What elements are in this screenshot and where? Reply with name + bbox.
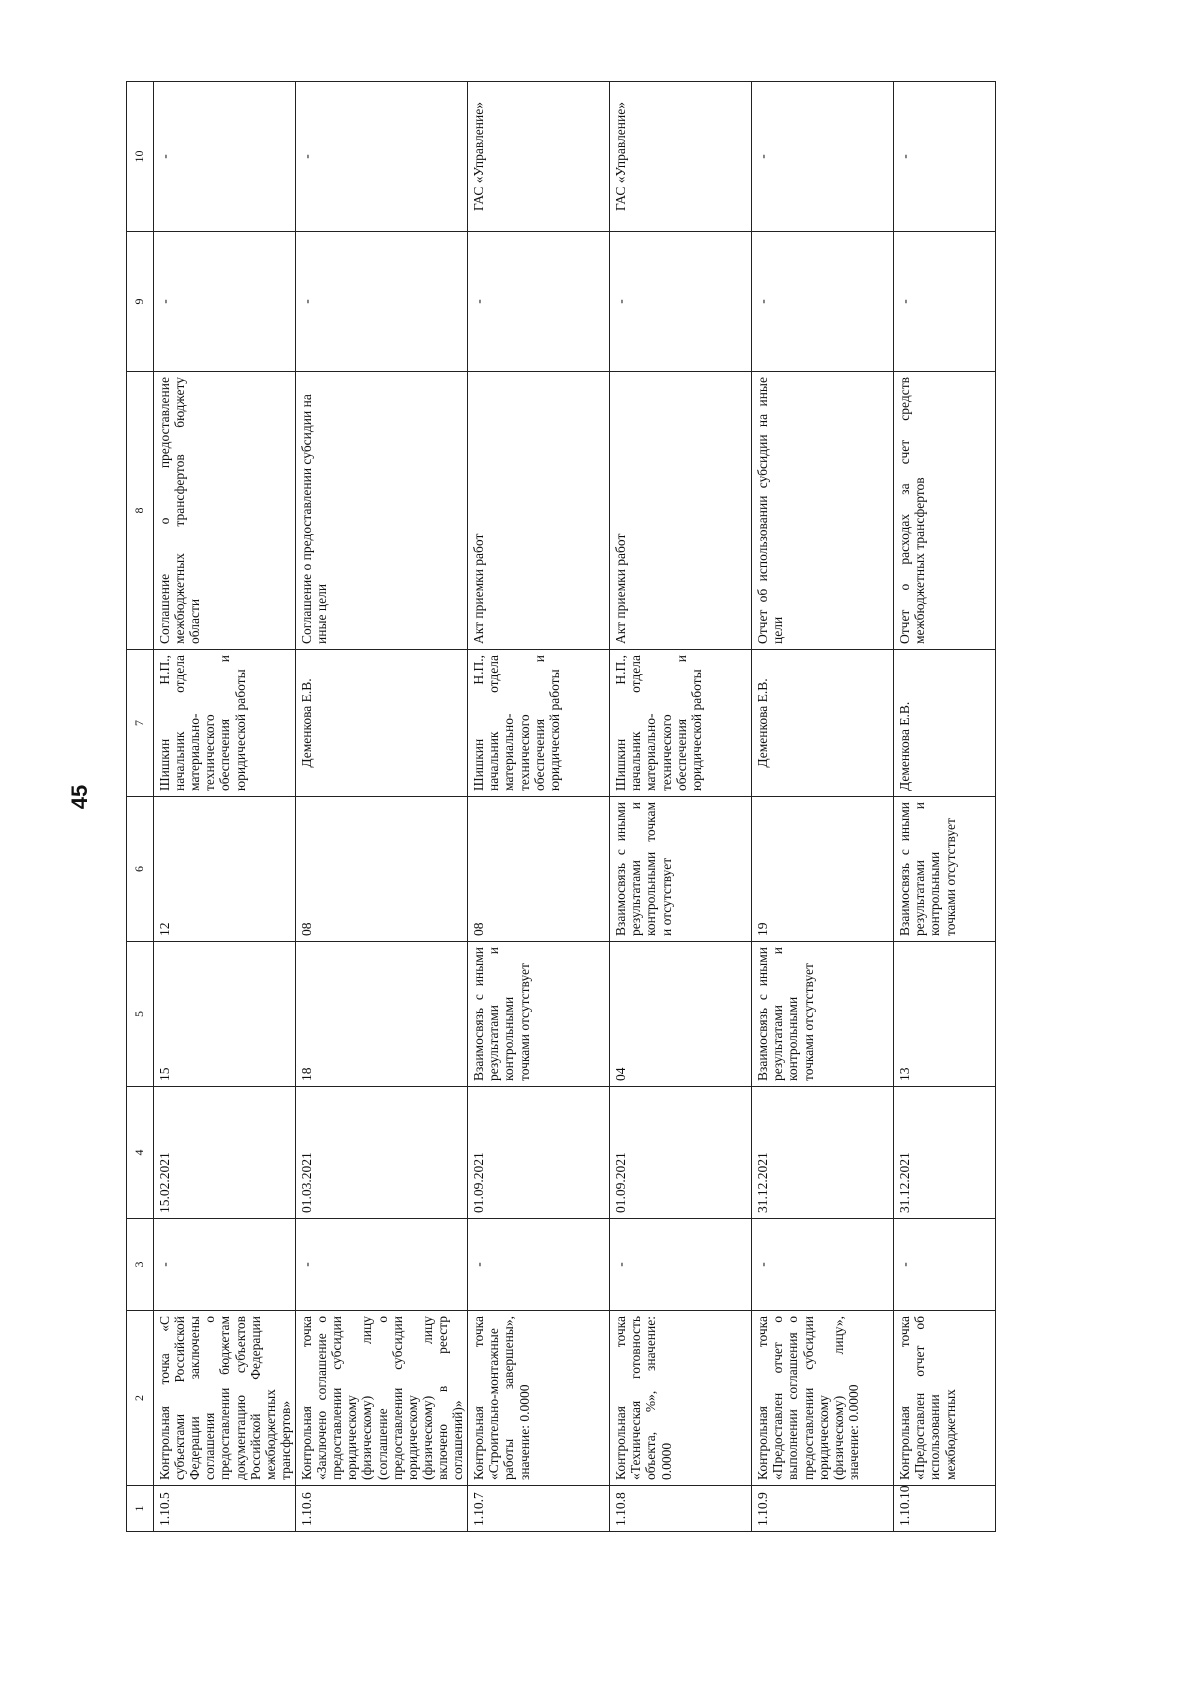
information-system: - [752,82,894,232]
control-date: 15.02.2021 [154,1087,296,1219]
column-number-row [127,82,154,1532]
responsible-person: Шишкин Н.П., начальник отдела материально-технического обеспечения и юридической работы [468,650,610,797]
control-point-name: Контрольная точка «Предоставлен отчет об использовании межбюджетных [894,1311,996,1486]
control-point-name: Контрольная точка «Заключено соглашение о предоставлении субсидии юридическому (физическому) лицу (соглашение о предоставлении субсидии юридическому (физическому) лицу включено в реестр соглашений)» [296,1311,468,1486]
cell-col9: - [296,232,468,372]
row-id: 1.10.7 [468,1486,610,1532]
cell-col3: - [894,1219,996,1311]
cell-col9: - [752,232,894,372]
column-number: 9 [127,232,154,372]
cell-col3: - [154,1219,296,1311]
cell-col3: - [468,1219,610,1311]
cell-col6: Взаимосвязь с иными результатами и контрольными точкам и отсутствует [610,797,752,942]
column-number: 5 [127,942,154,1087]
document-type: Соглашение о предоставление межбюджетных трансфертов бюджету области [154,372,296,650]
cell-col6: Взаимосвязь с иными результатами и контрольными точками отсутствует [894,797,996,942]
responsible-person: Шишкин Н.П., начальник отдела материально-технического обеспечения и юридической работы [154,650,296,797]
information-system: - [894,82,996,232]
column-number: 2 [127,1311,154,1486]
information-system: - [154,82,296,232]
column-number: 8 [127,372,154,650]
table-row [752,82,894,1532]
responsible-person: Шишкин Н.П., начальник отдела материально-технического обеспечения и юридической работы [610,650,752,797]
control-date: 31.12.2021 [894,1087,996,1219]
cell-col3: - [610,1219,752,1311]
cell-col3: - [752,1219,894,1311]
cell-col9: - [894,232,996,372]
column-number: 10 [127,82,154,232]
cell-col6: 08 [296,797,468,942]
document-type: Акт приемки работ [468,372,610,650]
cell-col5: 18 [296,942,468,1087]
responsible-person: Деменкова Е.В. [894,650,996,797]
table-row [154,82,296,1532]
control-point-name: Контрольная точка «С субъектами Российской Федерации заключены соглашения о предоставлении бюджетам документацию субъектов Российской Федерации межбюджетных трансфертов» [154,1311,296,1486]
cell-col5: 04 [610,942,752,1087]
cell-col3: - [296,1219,468,1311]
cell-col9: - [468,232,610,372]
document-type: Акт приемки работ [610,372,752,650]
table-row [610,82,752,1532]
cell-col5: Взаимосвязь с иными результатами и контрольными точками отсутствует [468,942,610,1087]
responsible-person: Деменкова Е.В. [752,650,894,797]
information-system: - [296,82,468,232]
control-date: 01.03.2021 [296,1087,468,1219]
cell-col9: - [610,232,752,372]
row-id: 1.10.8 [610,1486,752,1532]
table-row [296,82,468,1532]
row-id: 1.10.5 [154,1486,296,1532]
responsible-person: Деменкова Е.В. [296,650,468,797]
cell-col5: 13 [894,942,996,1087]
column-number: 4 [127,1087,154,1219]
page-number: 45 [67,784,93,810]
cell-col9: - [154,232,296,372]
document-type: Отчет о расходах за счет средств межбюджетных трансфертов [894,372,996,650]
cell-col6: 19 [752,797,894,942]
control-date: 31.12.2021 [752,1087,894,1219]
control-point-name: Контрольная точка «Строительно-монтажные работы завершены», значение: 0.0000 [468,1311,610,1486]
column-number: 3 [127,1219,154,1311]
column-number: 6 [127,797,154,942]
row-id: 1.10.9 [752,1486,894,1532]
document-type: Отчет об использовании субсидии на иные цели [752,372,894,650]
document-type: Соглашение о предоставлении субсидии на иные цели [296,372,468,650]
cell-col6: 08 [468,797,610,942]
row-id: 1.10.6 [296,1486,468,1532]
control-point-name: Контрольная точка «Техническая готовность объекта, %», значение: 0.0000 [610,1311,752,1486]
cell-col6: 12 [154,797,296,942]
control-points-table [126,81,996,1532]
cell-col5: 15 [154,942,296,1087]
information-system: ГАС «Управление» [610,82,752,232]
rotated-table-container [126,82,1091,1532]
control-point-name: Контрольная точка «Предоставлен отчет о выполнении соглашения о предоставлении субсидии юридическому (физическому) лицу», значение: 0.0000 [752,1311,894,1486]
column-number: 7 [127,650,154,797]
information-system: ГАС «Управление» [468,82,610,232]
table-row [894,82,996,1532]
control-date: 01.09.2021 [468,1087,610,1219]
table-row [468,82,610,1532]
control-date: 01.09.2021 [610,1087,752,1219]
column-number: 1 [127,1486,154,1532]
cell-col5: Взаимосвязь с иными результатами и контрольными точками отсутствует [752,942,894,1087]
row-id: 1.10.10 [894,1486,996,1532]
